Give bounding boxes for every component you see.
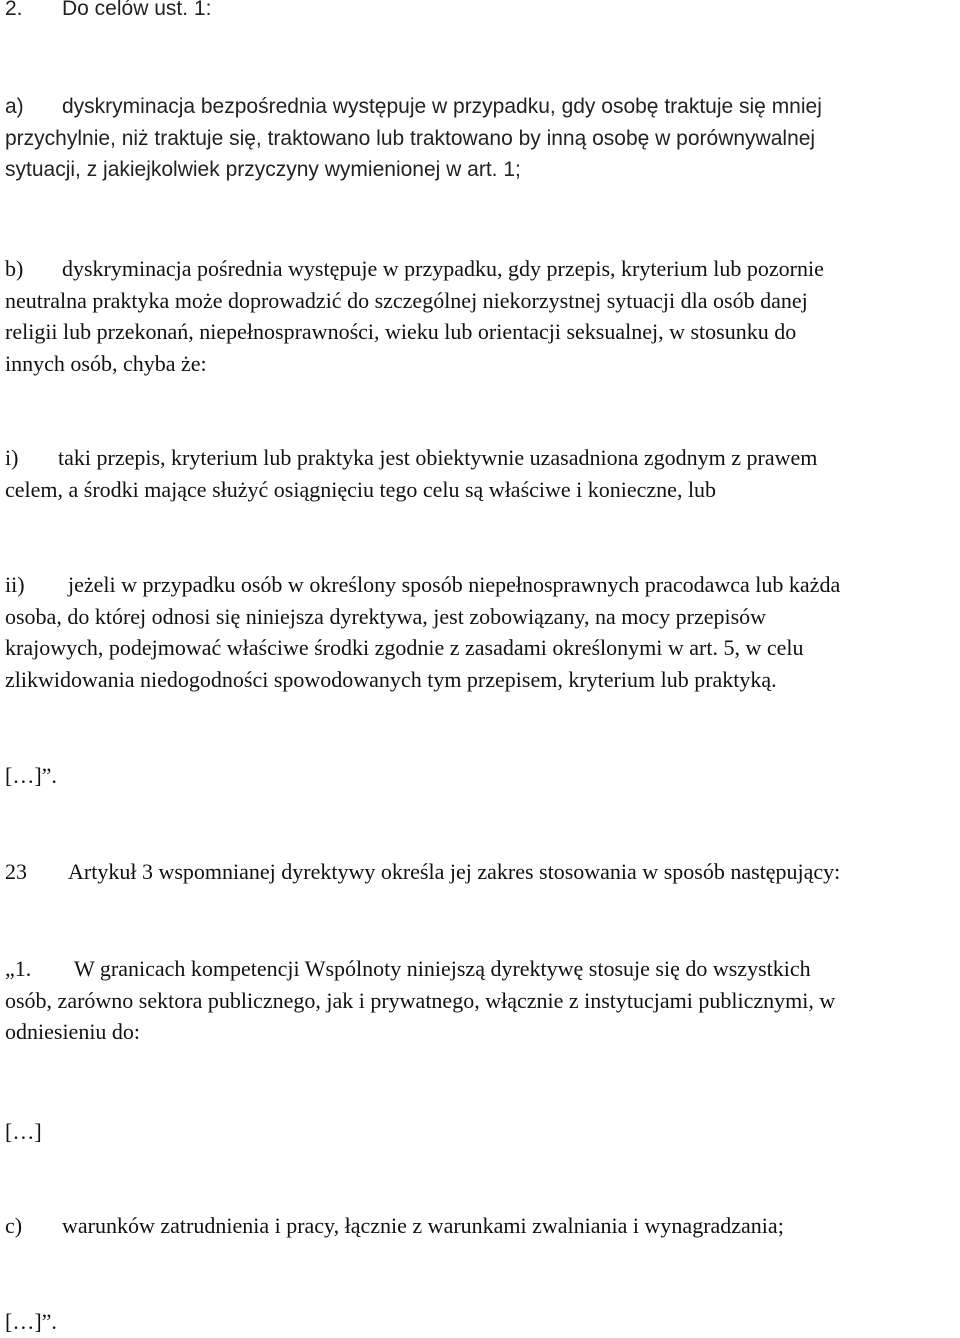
paragraph-i-label: i) [5,445,19,470]
paragraph-ii-label: ii) [5,572,25,597]
paragraph-a [5,91,957,186]
paragraph-b-label: b) [5,256,24,281]
paragraph-i-line: celem, a środki mające służyć osiągnięciu tego celu są właściwe i konieczne, lub [5,476,717,502]
paragraph-b [5,253,957,379]
paragraph-b-line: neutralna praktyka może doprowadzić do szczególnej niekorzystnej sytuacji dla osób danej [5,287,808,313]
paragraph-b-line: religii lub przekonań, niepełnosprawności, wieku lub orientacji seksualnej, w stosunku do [5,319,797,344]
paragraph-c [5,1210,957,1242]
quoted-paragraph-1-line: osób, zarówno sektora publicznego, jak i prywatnego, włącznie z instytucjami publicznymi, w [5,987,836,1013]
paragraph-i-line: taki przepis, kryterium lub praktyka jest obiektywnie uzasadniona zgodnym z prawem [58,445,818,470]
quoted-paragraph-1-line: odniesieniu do: [5,1019,141,1044]
ellipsis-closing-quote-final: […]”. [5,1309,57,1334]
paragraph-a-line: sytuacji, z jakiejkolwiek przyczyny wymienionej w art. 1; [5,158,521,181]
ellipsis: […] [5,1119,42,1144]
paragraph-23-text: Artykuł 3 wspomnianej dyrektywy określa jej zakres stosowania w sposób następujący: [68,859,841,884]
quoted-paragraph-1-line: W granicach kompetencji Wspólnoty niniejszą dyrektywę stosuje się do wszystkich [74,956,811,981]
paragraph-ii-line: krajowych, podejmować właściwe środki zgodnie z zasadami określonymi w art. 5, w celu [5,635,804,660]
paragraph-ii-line: jeżeli w przypadku osób w określony sposób niepełnosprawnych pracodawca lub każda [68,572,841,597]
paragraph-a-line: dyskryminacja bezpośrednia występuje w przypadku, gdy osobę traktuje się mniej [62,95,822,118]
paragraph-ii-line: zlikwidowania niedogodności spowodowanych tym przepisem, kryterium lub praktyką. [5,666,777,692]
paragraph-a-label: a) [5,95,24,118]
paragraph-i [5,442,957,505]
paragraph-c-text: warunków zatrudnienia i pracy, łącznie z warunkami zwalniania i wynagradzania; [62,1213,784,1238]
section-heading-text: Do celów ust. 1: [62,0,212,20]
section-number: 2. [5,0,23,20]
paragraph-b-line: dyskryminacja pośrednia występuje w przypadku, gdy przepis, kryterium lub pozornie [62,256,824,281]
paragraph-ii [5,569,957,695]
paragraph-c-label: c) [5,1213,23,1238]
section-heading [5,0,957,25]
quoted-paragraph-1-label: „1. [5,956,32,981]
quoted-paragraph-1 [5,953,957,1048]
ellipsis-closing-quote: […]”. [5,763,57,788]
paragraph-a-line: przychylnie, niż traktuje się, traktowano lub traktowano by inną osobę w porównywalnej [5,126,816,150]
paragraph-23 [5,856,957,888]
paragraph-23-number: 23 [5,859,27,884]
paragraph-ii-line: osoba, do której odnosi się niniejsza dyrektywa, jest zobowiązany, na mocy przepisów [5,603,767,629]
paragraph-b-line: innych osób, chyba że: [5,350,207,376]
